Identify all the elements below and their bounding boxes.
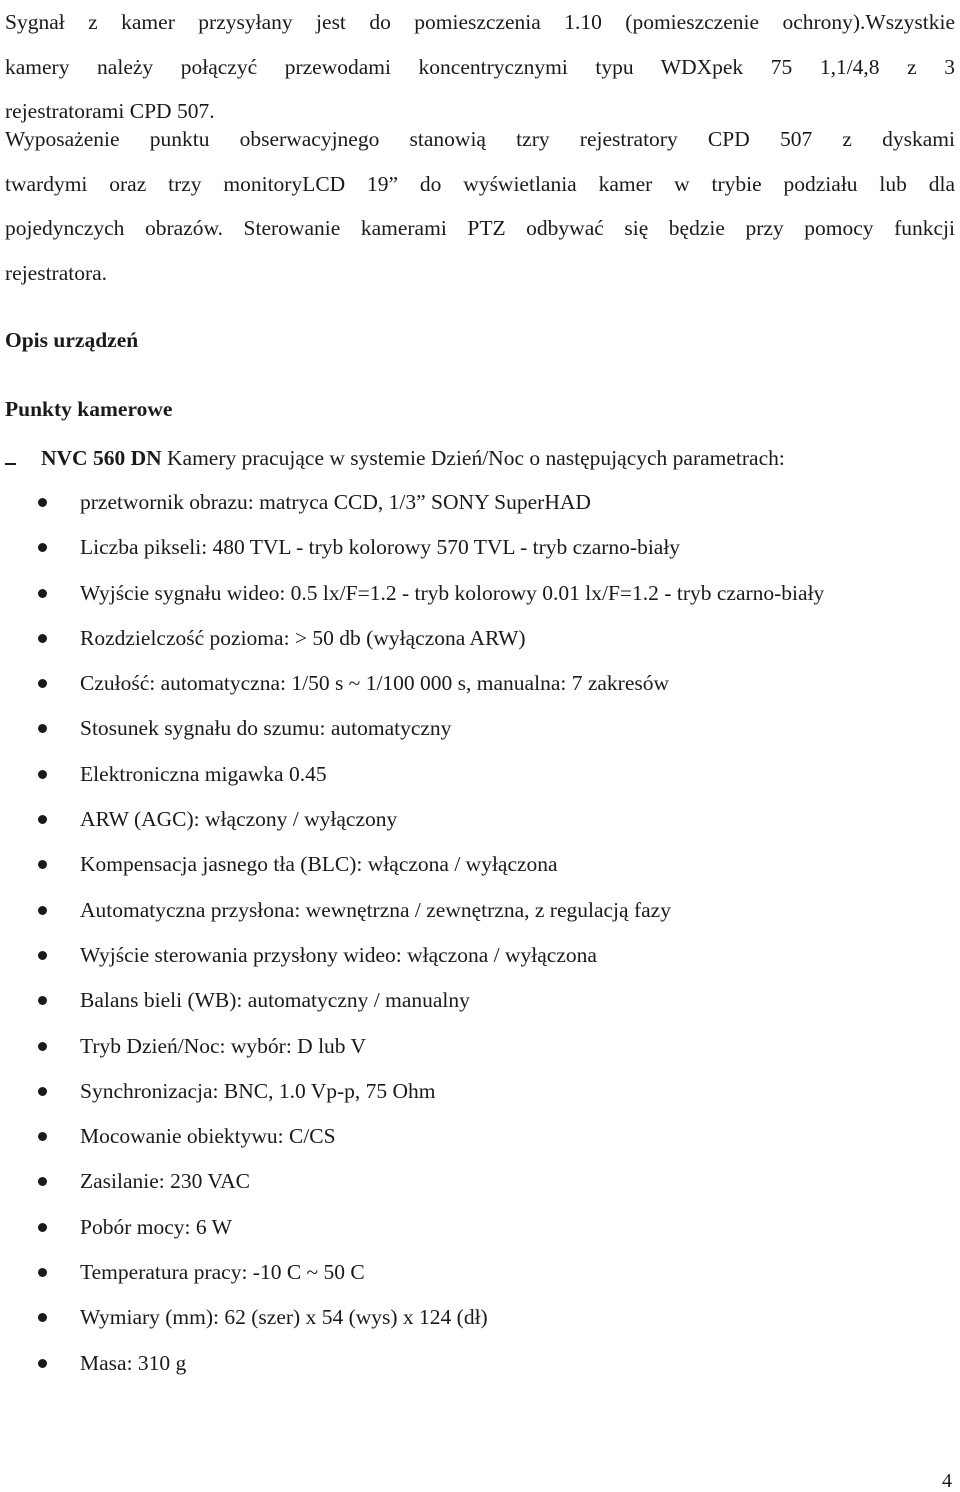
bullet-icon <box>38 634 47 643</box>
device-description: Kamery pracujące w systemie Dzień/Noc o następujących parametrach: <box>161 446 785 470</box>
paragraph-line: rejestratorami CPD 507. <box>5 99 215 123</box>
spec-item <box>0 1167 960 1212</box>
spec-item <box>0 1349 960 1394</box>
spec-item <box>0 896 960 941</box>
intro-paragraph <box>5 0 955 134</box>
paragraph-line: rejestratora. <box>5 260 108 285</box>
spec-item <box>0 1077 960 1122</box>
spec-item <box>0 986 960 1031</box>
spec-text: Czułość: automatyczna: 1/50 s ~ 1/100 000 s, manualna: 7 zakresów <box>80 671 670 696</box>
bullet-icon <box>38 770 47 779</box>
section-heading-opis: Opis urządzeń <box>5 328 139 352</box>
spec-item <box>0 669 960 714</box>
spec-text: Stosunek sygnału do szumu: automatyczny <box>80 716 452 741</box>
spec-list <box>0 488 960 1394</box>
spec-text: Mocowanie obiektywu: C/CS <box>80 1124 336 1149</box>
device-name: NVC 560 DN <box>41 446 162 470</box>
spec-item <box>0 624 960 669</box>
bullet-icon <box>38 589 47 598</box>
spec-item <box>0 1122 960 1167</box>
spec-text: Elektroniczna migawka 0.45 <box>80 761 327 786</box>
bullet-icon <box>38 996 47 1005</box>
spec-item <box>0 850 960 895</box>
spec-text: przetwornik obrazu: matryca CCD, 1/3” SONY SuperHAD <box>80 490 591 514</box>
paragraph-line: Wyposażenie punktu obserwacyjnego stanowią tzry rejestratory CPD 507 z dyskami <box>5 127 955 151</box>
spec-text: Zasilanie: 230 VAC <box>80 1169 251 1194</box>
spec-item <box>0 760 960 805</box>
paragraph-line: twardymi oraz trzy monitoryLCD 19” do wyświetlania kamer w trybie podziału lub dla <box>5 171 955 196</box>
spec-text: Synchronizacja: BNC, 1.0 Vp-p, 75 Ohm <box>80 1078 436 1103</box>
spec-item <box>0 1213 960 1258</box>
spec-item <box>0 1032 960 1077</box>
bullet-icon <box>38 1313 47 1322</box>
spec-text: Wyjście sygnału wideo: 0.5 lx/F=1.2 - tryb kolorowy 0.01 lx/F=1.2 - tryb czarno-biały <box>80 580 825 605</box>
bullet-icon <box>38 1177 47 1186</box>
spec-text: Wyjście sterowania przysłony wideo: włączona / wyłączona <box>80 942 597 967</box>
paragraph-line: pojedynczych obrazów. Sterowanie kamerami PTZ odbywać się będzie przy pomocy funkcji <box>5 216 955 240</box>
spec-text: Automatyczna przysłona: wewnętrzna / zewnętrzna, z regulacją fazy <box>80 897 671 922</box>
bullet-icon <box>38 1042 47 1051</box>
bullet-icon <box>38 815 47 824</box>
spec-item <box>0 714 960 759</box>
bullet-icon <box>38 1223 47 1232</box>
bullet-icon <box>38 724 47 733</box>
spec-item <box>0 488 960 533</box>
bullet-icon <box>38 679 47 688</box>
spec-item <box>0 533 960 578</box>
spec-text: Kompensacja jasnego tła (BLC): włączona / wyłączona <box>80 852 558 877</box>
spec-text: Pobór mocy: 6 W <box>80 1214 232 1239</box>
spec-text: Liczba pikseli: 480 TVL - tryb kolorowy 570 TVL - tryb czarno-biały <box>80 535 681 560</box>
bullet-icon <box>38 1268 47 1277</box>
spec-text: ARW (AGC): włączony / wyłączony <box>80 807 398 832</box>
spec-item <box>0 1258 960 1303</box>
spec-text: Masa: 310 g <box>80 1350 187 1375</box>
equipment-paragraph <box>5 117 955 295</box>
spec-text: Tryb Dzień/Noc: wybór: D lub V <box>80 1033 367 1058</box>
spec-text: Balans bieli (WB): automatyczny / manualny <box>80 988 470 1013</box>
spec-text: Temperatura pracy: -10 C ~ 50 C <box>80 1260 365 1285</box>
bullet-icon <box>38 1132 47 1141</box>
bullet-icon <box>38 498 47 507</box>
spec-text: Rozdzielczość pozioma: > 50 db (wyłączona ARW) <box>80 625 526 650</box>
spec-item <box>0 941 960 986</box>
spec-text: Wymiary (mm): 62 (szer) x 54 (wys) x 124 (dł) <box>80 1305 488 1330</box>
paragraph-line: kamery należy połączyć przewodami koncentrycznymi typu WDXpek 75 1,1/4,8 z 3 <box>5 54 955 79</box>
spec-item <box>0 579 960 624</box>
paragraph-line: Sygnał z kamer przysyłany jest do pomieszczenia 1.10 (pomieszczenie ochrony).Wszystkie <box>5 10 955 34</box>
spec-item <box>0 1303 960 1348</box>
bullet-icon <box>38 1359 47 1368</box>
bullet-icon <box>38 906 47 915</box>
subsection-heading-punkty: Punkty kamerowe <box>5 397 173 421</box>
bullet-icon <box>38 951 47 960</box>
device-intro <box>5 444 785 472</box>
bullet-icon <box>38 543 47 552</box>
spec-item <box>0 805 960 850</box>
page-number: 4 <box>942 1470 952 1492</box>
dash-bullet-icon <box>5 444 41 472</box>
bullet-icon <box>38 860 47 869</box>
bullet-icon <box>38 1087 47 1096</box>
